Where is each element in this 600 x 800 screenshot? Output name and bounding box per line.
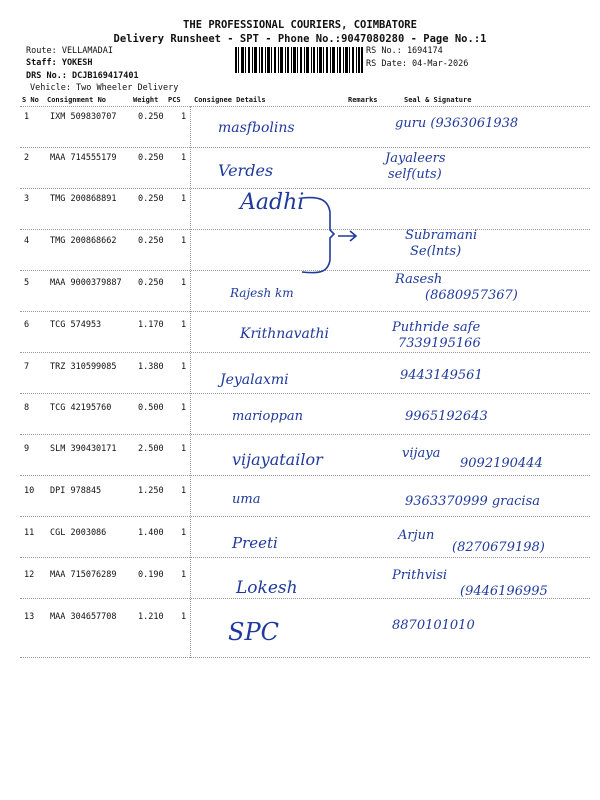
barcode: [235, 47, 363, 73]
col-header-weight: Weight: [133, 96, 159, 104]
row-consignee: Krithnavathi: [240, 326, 330, 342]
row-divider: [20, 352, 590, 353]
row-weight: 0.250: [138, 278, 164, 288]
row-divider: [20, 311, 590, 312]
row-pcs: 1: [181, 486, 187, 496]
row-pcs: 1: [181, 528, 187, 538]
row-signature-line2: (9446196995: [460, 584, 548, 599]
row-consignment-no: MAA 714555179: [50, 153, 117, 163]
row-signature: Prithvisi: [392, 568, 448, 583]
row-weight: 1.170: [138, 320, 164, 330]
row-pcs: 1: [181, 112, 187, 122]
row-signature-line2: (8270679198): [452, 540, 545, 555]
row-divider: [20, 557, 590, 558]
row-consignment-no: TRZ 310599085: [50, 362, 117, 372]
col-header-consignment: Consignment No: [47, 96, 107, 104]
row-weight: 0.250: [138, 194, 164, 204]
bracket-arrow-mark: [300, 190, 360, 280]
row-signature: vijaya: [402, 446, 441, 461]
row-consignment-no: CGL 2003086: [50, 528, 107, 538]
row-pcs: 1: [181, 278, 187, 288]
row-consignment-no: TMG 200868662: [50, 236, 117, 246]
row-consignment-no: TCG 574953: [50, 320, 102, 330]
row-consignee: Lokesh: [236, 578, 298, 598]
row-divider: [20, 393, 590, 394]
row-consignee: vijayatailor: [232, 450, 323, 469]
row-divider: [20, 598, 590, 599]
row-weight: 1.380: [138, 362, 164, 372]
row-sno: 2: [24, 153, 30, 163]
drs-number: DRS No.: DCJB169417401: [26, 71, 139, 81]
row-pcs: 1: [181, 236, 187, 246]
row-pcs: 1: [181, 444, 187, 454]
row-signature: 9363370999 gracisa: [405, 494, 540, 509]
row-signature: 9443149561: [400, 368, 483, 383]
row-consignment-no: MAA 715076289: [50, 570, 117, 580]
row-sno: 10: [24, 486, 35, 496]
row-signature-line2: (8680957367): [425, 288, 518, 303]
rs-number: RS No.: 1694174: [366, 46, 443, 56]
row-pcs: 1: [181, 612, 187, 622]
row-sno: 3: [24, 194, 30, 204]
row-weight: 1.400: [138, 528, 164, 538]
row-sno: 6: [24, 320, 30, 330]
route-label: Route: VELLAMADAI: [26, 46, 113, 56]
row-signature: Subramani: [405, 228, 478, 243]
row-weight: 0.250: [138, 112, 164, 122]
row-consignee: Jeyalaxmi: [220, 372, 289, 388]
row-consignee: SPC: [228, 618, 279, 646]
row-signature-line2: 7339195166: [398, 336, 481, 351]
row-sno: 1: [24, 112, 30, 122]
row-consignment-no: MAA 304657708: [50, 612, 117, 622]
row-signature: Puthride safe: [392, 320, 481, 335]
row-sno: 8: [24, 403, 30, 413]
row-sno: 12: [24, 570, 35, 580]
col-header-sno: S No: [22, 96, 39, 104]
row-sno: 5: [24, 278, 30, 288]
row-pcs: 1: [181, 570, 187, 580]
row-pcs: 1: [181, 362, 187, 372]
row-consignee: marioppan: [232, 409, 304, 424]
row-sno: 13: [24, 612, 35, 622]
col-header-seal: Seal & Signature: [404, 96, 472, 104]
row-signature: guru (9363061938: [395, 116, 519, 131]
row-consignment-no: IXM 509830707: [50, 112, 117, 122]
vehicle-label: Vehicle: Two Wheeler Delivery: [30, 83, 179, 93]
row-signature: 8870101010: [392, 618, 475, 633]
row-pcs: 1: [181, 403, 187, 413]
row-signature-line2: Se(lnts): [410, 244, 462, 259]
rs-date: RS Date: 04-Mar-2026: [366, 59, 469, 69]
row-sno: 4: [24, 236, 30, 246]
row-signature: Rasesh: [395, 272, 443, 287]
row-consignment-no: SLM 390430171: [50, 444, 117, 454]
row-sno: 11: [24, 528, 35, 538]
col-header-consignee: Consignee Details: [194, 96, 266, 104]
row-divider: [20, 147, 590, 148]
row-pcs: 1: [181, 153, 187, 163]
col-header-remarks: Remarks: [348, 96, 378, 104]
row-divider: [20, 657, 590, 658]
row-weight: 2.500: [138, 444, 164, 454]
col-header-pcs: PCS: [168, 96, 181, 104]
row-pcs: 1: [181, 194, 187, 204]
row-divider: [20, 188, 590, 189]
row-consignment-no: DPI 978845: [50, 486, 102, 496]
document-subtitle: Delivery Runsheet - SPT - Phone No.:9047080280 - Page No.:1: [113, 33, 487, 45]
row-consignee: Rajesh km: [230, 286, 294, 300]
header-divider: [20, 106, 590, 107]
row-weight: 0.250: [138, 236, 164, 246]
staff-label: Staff: YOKESH: [26, 58, 93, 68]
row-divider: [20, 475, 590, 476]
row-consignee: Verdes: [218, 161, 274, 180]
document-title: THE PROFESSIONAL COURIERS, COIMBATORE: [183, 19, 417, 31]
row-signature-line2: self(uts): [388, 167, 442, 182]
row-divider: [20, 516, 590, 517]
row-signature: 9965192643: [405, 409, 488, 424]
row-signature: Jayaleers: [385, 151, 446, 166]
row-consignment-no: MAA 9000379887: [50, 278, 122, 288]
row-weight: 1.250: [138, 486, 164, 496]
row-signature-line2: 9092190444: [460, 456, 543, 471]
row-weight: 0.190: [138, 570, 164, 580]
row-signature: Arjun: [398, 528, 435, 543]
row-consignee: Preeti: [232, 534, 278, 552]
row-consignee: uma: [232, 492, 261, 507]
row-weight: 1.210: [138, 612, 164, 622]
row-divider: [20, 434, 590, 435]
row-consignment-no: TCG 42195760: [50, 403, 112, 413]
row-consignee: masfbolins: [218, 120, 295, 136]
row-consignee: Aadhi: [240, 190, 305, 215]
row-pcs: 1: [181, 320, 187, 330]
row-sno: 9: [24, 444, 30, 454]
row-weight: 0.500: [138, 403, 164, 413]
row-consignment-no: TMG 200868891: [50, 194, 117, 204]
row-sno: 7: [24, 362, 30, 372]
row-weight: 0.250: [138, 153, 164, 163]
